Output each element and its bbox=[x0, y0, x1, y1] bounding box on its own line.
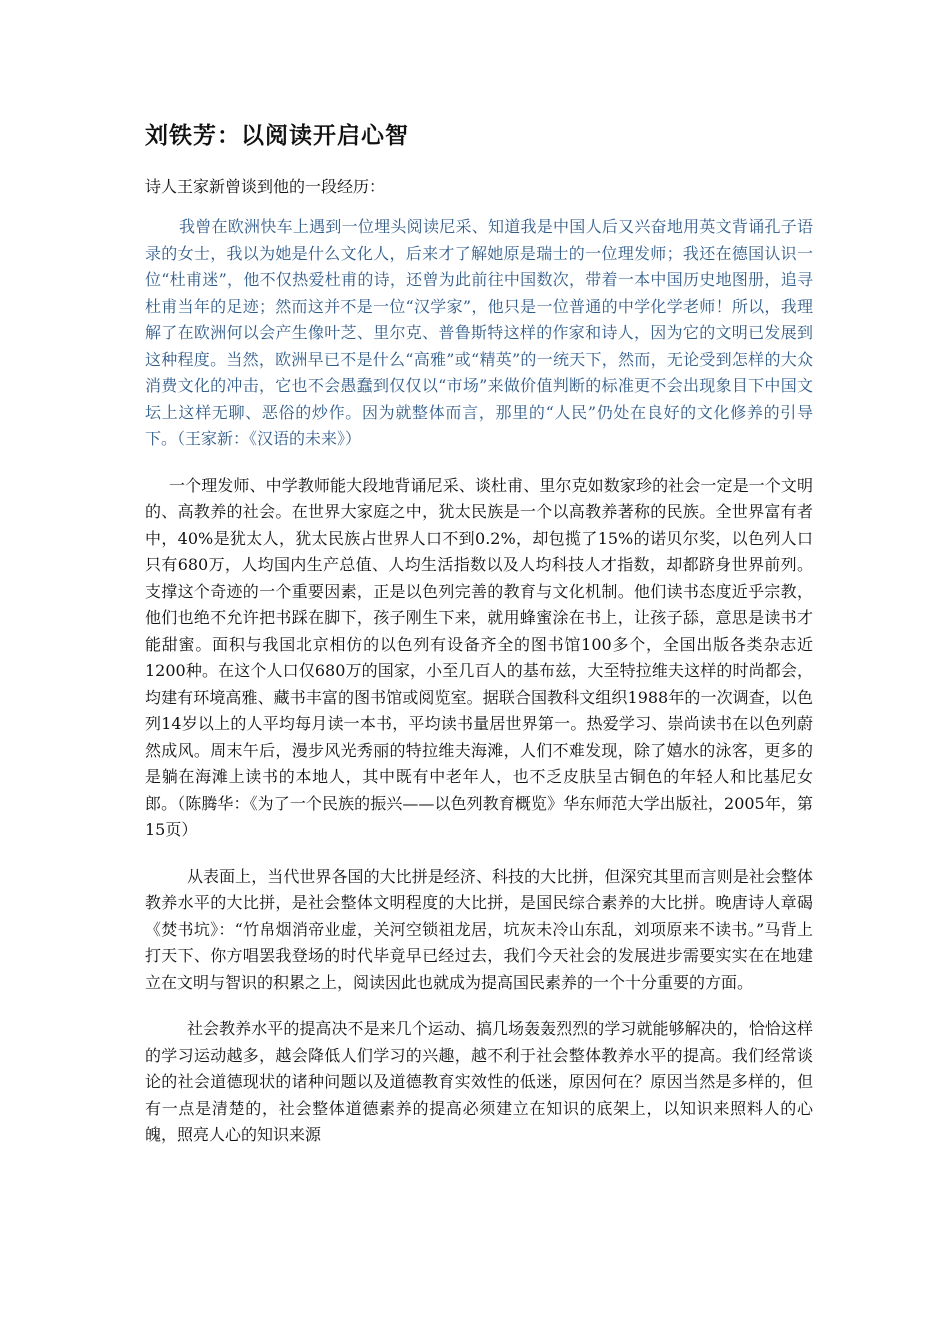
block-quote: 我曾在欧洲快车上遇到一位埋头阅读尼采、知道我是中国人后又兴奋地用英文背诵孔子语录的女士，我以为她是什么文化人，后来才了解她原是瑞士的一位理发师；我还在德国认识一位“杜甫迷”，他不仅热爱杜甫的诗，还曾为此前往中国数次，带着一本中国历史地图册，追寻杜甫当年的足迹；然而这并不是一位“汉学家”，他只是一位普通的中学化学老师！所以，我理解了在欧洲何以会产生像叶芝、里尔克、普鲁斯特这样的作家和诗人，因为它的文明已发展到这种程度。当然，欧洲早已不是什么“高雅”或“精英”的一统天下，然而，无论受到怎样的大众消费文化的冲击，它也不会愚蠢到仅仅以“市场”来做价值判断的标准更不会出现象目下中国文坛上这样无聊、恶俗的炒作。因为就整体而言，那里的“人民”仍处在良好的文化修养的引导下。（王家新：《汉语的未来》） bbox=[145, 217, 813, 448]
article-title: 刘铁芳：以阅读开启心智 bbox=[145, 123, 409, 149]
body-paragraph-2: 从表面上，当代世界各国的大比拼是经济、科技的大比拼，但深究其里而言则是社会整体教养水平的大比拼，是社会整体文明程度的大比拼，是国民综合素养的大比拼。晚唐诗人章碣《焚书坑》：“竹帛烟消帝业虚，关河空锁祖龙居，坑灰未冷山东乱，刘项原来不读书。”马背上打天下、你方唱罢我登场的时代毕竟早已经过去，我们今天社会的发展进步需要实实在在地建立在文明与智识的积累之上，阅读因此也就成为提高国民素养的一个十分重要的方面。 bbox=[145, 866, 813, 992]
intro-line: 诗人王家新曾谈到他的一段经历： bbox=[145, 177, 386, 196]
body-paragraph-1: 一个理发师、中学教师能大段地背诵尼采、谈杜甫、里尔克如数家珍的社会一定是一个文明的、高教养的社会。在世界大家庭之中，犹太民族是一个以高教养著称的民族。全世界富有者中，40%是犹太人，犹太民族占世界人口不到0.2%，却包揽了15%的诺贝尔奖，以色列人口只有680万，人均国内生产总值、人均生活指数以及人均科技人才指数，却都跻身世界前列。支撑这个奇迹的一个重要因素，正是以色列完善的教育与文化机制。他们读书态度近乎宗教，他们也绝不允许把书踩在脚下，孩子刚生下来，就用蜂蜜涂在书上，让孩子舔，意思是读书才能甜蜜。面积与我国北京相仿的以色列有设备齐全的图书馆100多个，全国出版各类杂志近1200种。在这个人口仅680万的国家，小至几百人的基布兹，大至特拉维夫这样的时尚都会，均建有环境高雅、藏书丰富的图书馆或阅览室。据联合国教科文组织1988年的一次调查，以色列14岁以上的人平均每月读一本书，平均读书量居世界第一。热爱学习、崇尚读书在以色列蔚然成风。周末午后，漫步风光秀丽的特拉维夫海滩，人们不难发现，除了嬉水的泳客，更多的是躺在海滩上读书的本地人，其中既有中老年人，也不乏皮肤呈古铜色的年轻人和比基尼女郎。（陈腾华：《为了一个民族的振兴——以色列教育概览》华东师范大学出版社，2005年，第15页） bbox=[145, 475, 813, 839]
document-page bbox=[145, 118, 813, 1149]
body-paragraph-3: 社会教养水平的提高决不是来几个运动、搞几场轰轰烈烈的学习就能够解决的，恰恰这样的学习运动越多，越会降低人们学习的兴趣，越不利于社会整体教养水平的提高。我们经常谈论的社会道德现状的诸种问题以及道德教育实效性的低迷，原因何在？原因当然是多样的，但有一点是清楚的，社会整体道德素养的提高必须建立在知识的底架上，以知识来照料人的心魄，照亮人心的知识来源 bbox=[145, 1019, 813, 1144]
